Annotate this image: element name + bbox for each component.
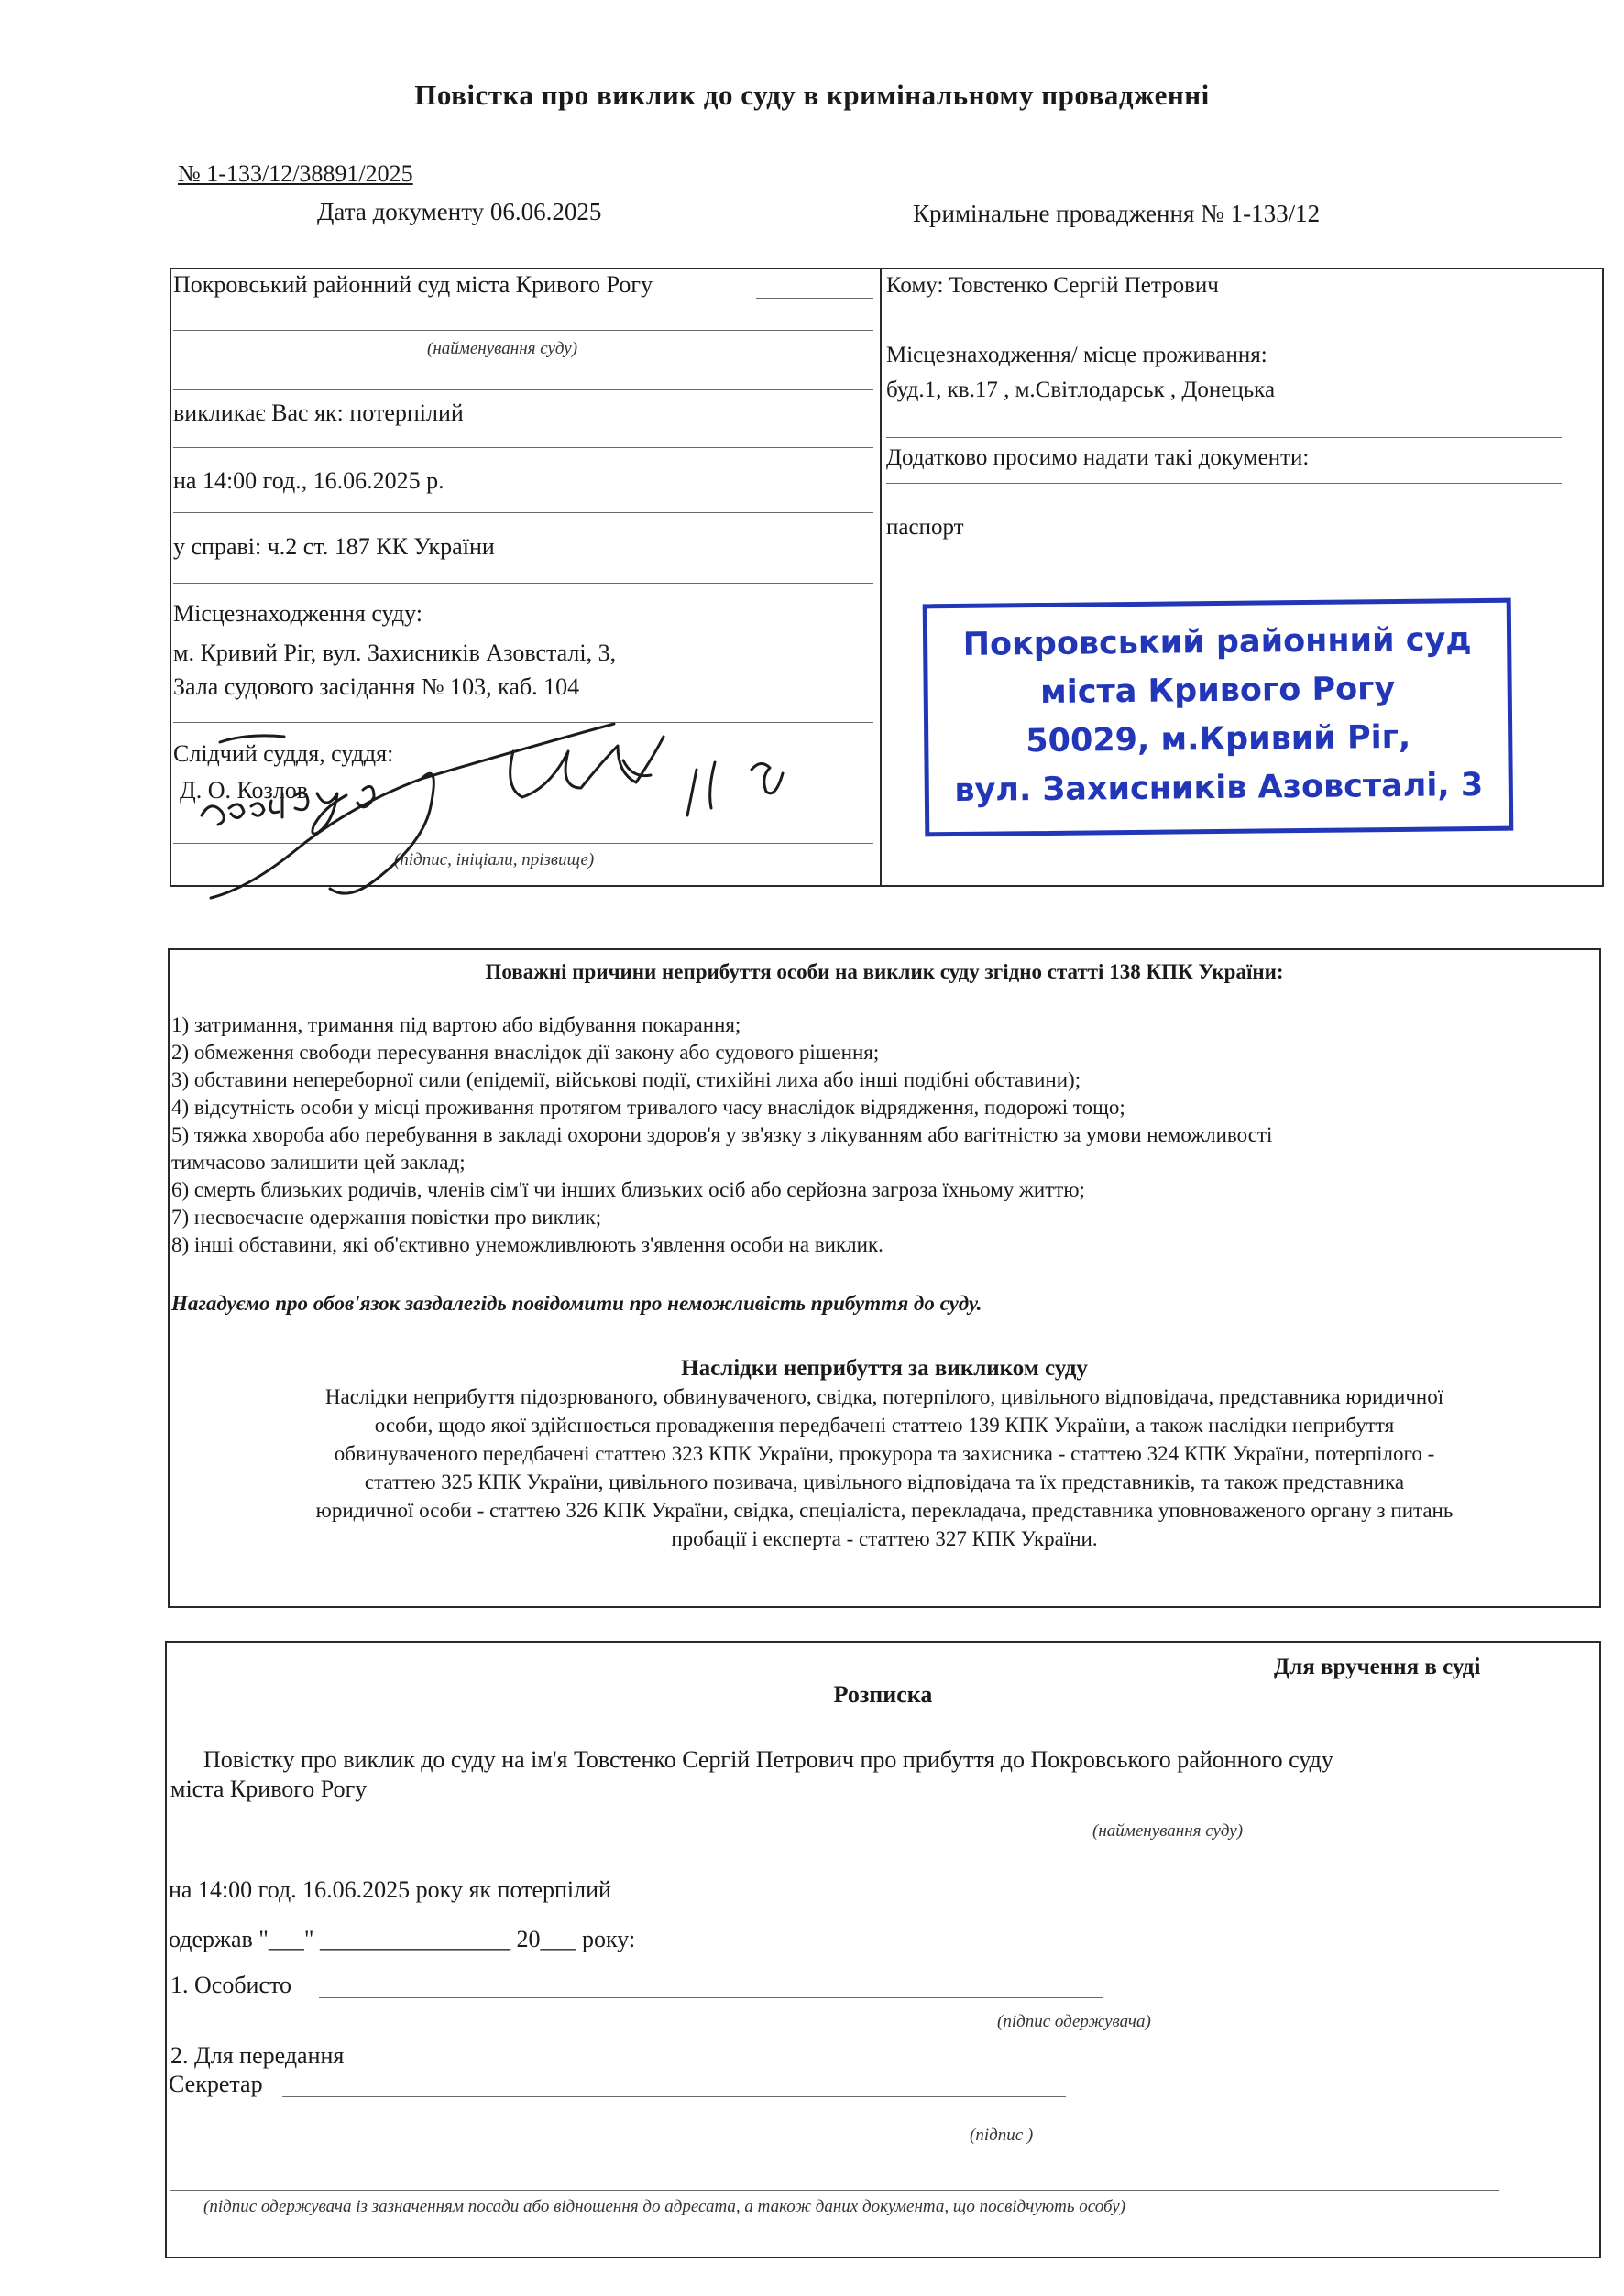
court-stamp — [923, 598, 1514, 837]
consequences-line: Наслідки неприбуття підозрюваного, обвинуваченого, свідка, потерпілого, цивільного відповідача, представника юридичної — [324, 1385, 1444, 1408]
sign-caption: (підпис ) — [970, 2126, 1034, 2145]
consequences-line: обвинуваченого передбачені статтею 323 КПК України, прокурора та захисника - статтею 324 КПК України, потерпілого - — [334, 1442, 1435, 1465]
for-court-label: Для вручення в суді — [1274, 1655, 1481, 1679]
signature-caption: (підпис, ініціали, прізвище) — [394, 850, 595, 869]
stamp-line: 50029, м.Кривий Ріг, — [1026, 718, 1411, 760]
residence-label: Місцезнаходження/ місце проживання: — [886, 343, 1267, 367]
bottom-line — [170, 2190, 1499, 2191]
reason-item: 1) затримання, тримання під вартою або відбування покарання; — [171, 1013, 741, 1036]
documents-list: паспорт — [886, 515, 964, 540]
court-room: Зала судового засідання № 103, каб. 104 — [173, 673, 580, 700]
stamp-line: міста Кривого Рогу — [1039, 670, 1396, 712]
document-number: № 1-133/12/38891/2025 — [178, 160, 413, 187]
document-title: Повістка про виклик до суду в кримінальному провадженні — [414, 79, 1210, 111]
consequences-line: особи, щодо якої здійснюється провадження передбачені статтею 139 КПК України, а також наслідки неприбуття — [374, 1414, 1395, 1437]
hearing-time: на 14:00 год., 16.06.2025 р. — [173, 467, 444, 494]
judge-signature — [183, 705, 898, 925]
divider-line — [173, 583, 873, 584]
receipt-personally: 1. Особисто — [170, 1972, 292, 1998]
case-article: у справі: ч.2 ст. 187 КК України — [173, 533, 495, 560]
court-address: м. Кривий Ріг, вул. Захисників Азовсталі, 3, — [173, 640, 617, 666]
reminder: Нагадуємо про обов'язок заздалегідь повідомити про неможливість прибуття до суду. — [171, 1292, 982, 1315]
receipt-transfer: 2. Для передання — [170, 2042, 345, 2069]
court-name-underline — [756, 298, 873, 299]
divider-line — [886, 437, 1562, 438]
reason-item: 7) несвоєчасне одержання повістки про виклик; — [171, 1206, 602, 1229]
consequences-heading: Наслідки неприбуття за викликом суду — [681, 1356, 1088, 1381]
court-location-label: Місцезнаходження суду: — [173, 600, 422, 627]
receipt-title: Розписка — [833, 1681, 933, 1708]
summons-as: викликає Вас як: потерпілий — [173, 399, 464, 426]
receipt-time: на 14:00 год. 16.06.2025 року як потерпілий — [169, 1876, 611, 1903]
reasons-heading: Поважні причини неприбуття особи на виклик суду згідно статті 138 КПК України: — [485, 960, 1284, 983]
reason-item: 3) обставини непереборної сили (епідемії, військові події, стихійні лиха або інші подібні обставини); — [171, 1068, 1081, 1091]
reason-item: 8) інші обставини, які об'єктивно унеможливлюють з'явлення особи на виклик. — [171, 1233, 883, 1256]
stamp-line: вул. Захисників Азовсталі, 3 — [954, 766, 1484, 810]
reason-item: 4) відсутність особи у місці проживання протягом тривалого часу внаслідок відрядження, подорожі тощо; — [171, 1096, 1125, 1119]
documents-label: Додатково просимо надати такі документи: — [886, 445, 1310, 470]
reason-item: 6) смерть близьких родичів, членів сім'ї чи інших близьких осіб або серйозна загроза їхньому життю; — [171, 1178, 1085, 1201]
court-name-caption: (найменування суду) — [427, 339, 578, 358]
divider-line — [173, 447, 873, 448]
receipt-court-caption: (найменування суду) — [1092, 1821, 1244, 1841]
bottom-caption: (підпис одержувача із зазначенням посади або відношення до адресата, а також даних документа, що посвідчують особу) — [203, 2197, 1126, 2216]
reason-item: тимчасово залишити цей заклад; — [171, 1151, 466, 1174]
divider-line — [173, 512, 873, 513]
personally-line — [319, 1997, 1103, 1998]
consequences-line: пробації і експерта - статтею 327 КПК України. — [671, 1527, 1098, 1550]
residence-address: буд.1, кв.17 , м.Світлодарськ , Донецька — [886, 377, 1276, 402]
secretary-line — [282, 2096, 1066, 2097]
receipt-secretary: Секретар — [169, 2071, 263, 2097]
proceeding-number: Кримінальне провадження № 1-133/12 — [913, 200, 1321, 227]
judge-label: Слідчий суддя, суддя: — [173, 740, 394, 767]
consequences-line: юридичної особи - статтею 326 КПК України, свідка, спеціаліста, перекладача, представника уповноваженого органу з питань — [315, 1499, 1454, 1522]
divider-line — [886, 483, 1562, 484]
reason-item: 2) обмеження свободи пересування внаслідок дії закону або судового рішення; — [171, 1041, 880, 1064]
recipient-caption: (підпис одержувача) — [997, 2012, 1151, 2031]
receipt-text-line: Повістку про виклик до суду на ім'я Товстенко Сергій Петрович про прибуття до Покровського районного суду — [203, 1746, 1333, 1773]
recipient: Кому: Товстенко Сергій Петрович — [886, 273, 1219, 298]
judge-name: Д. О. Козлов — [180, 777, 309, 804]
divider-line — [173, 389, 873, 390]
stamp-line: Покровський районний суд — [962, 621, 1472, 663]
document-date: Дата документу 06.06.2025 — [317, 198, 602, 225]
divider-line — [173, 330, 873, 331]
consequences-line: статтею 325 КПК України, цивільного позивача, цивільного відповідача та їх представників, та також представника — [364, 1471, 1405, 1493]
receipt-text-line: міста Кривого Рогу — [170, 1776, 368, 1802]
reason-item: 5) тяжка хвороба або перебування в закладі охорони здоров'я у зв'язку з лікуванням або вагітністю за умови неможливості — [171, 1123, 1273, 1146]
receipt-received: одержав "___" ________________ 20___ року: — [169, 1926, 636, 1952]
court-name: Покровський районний суд міста Кривого Рогу — [173, 271, 653, 298]
